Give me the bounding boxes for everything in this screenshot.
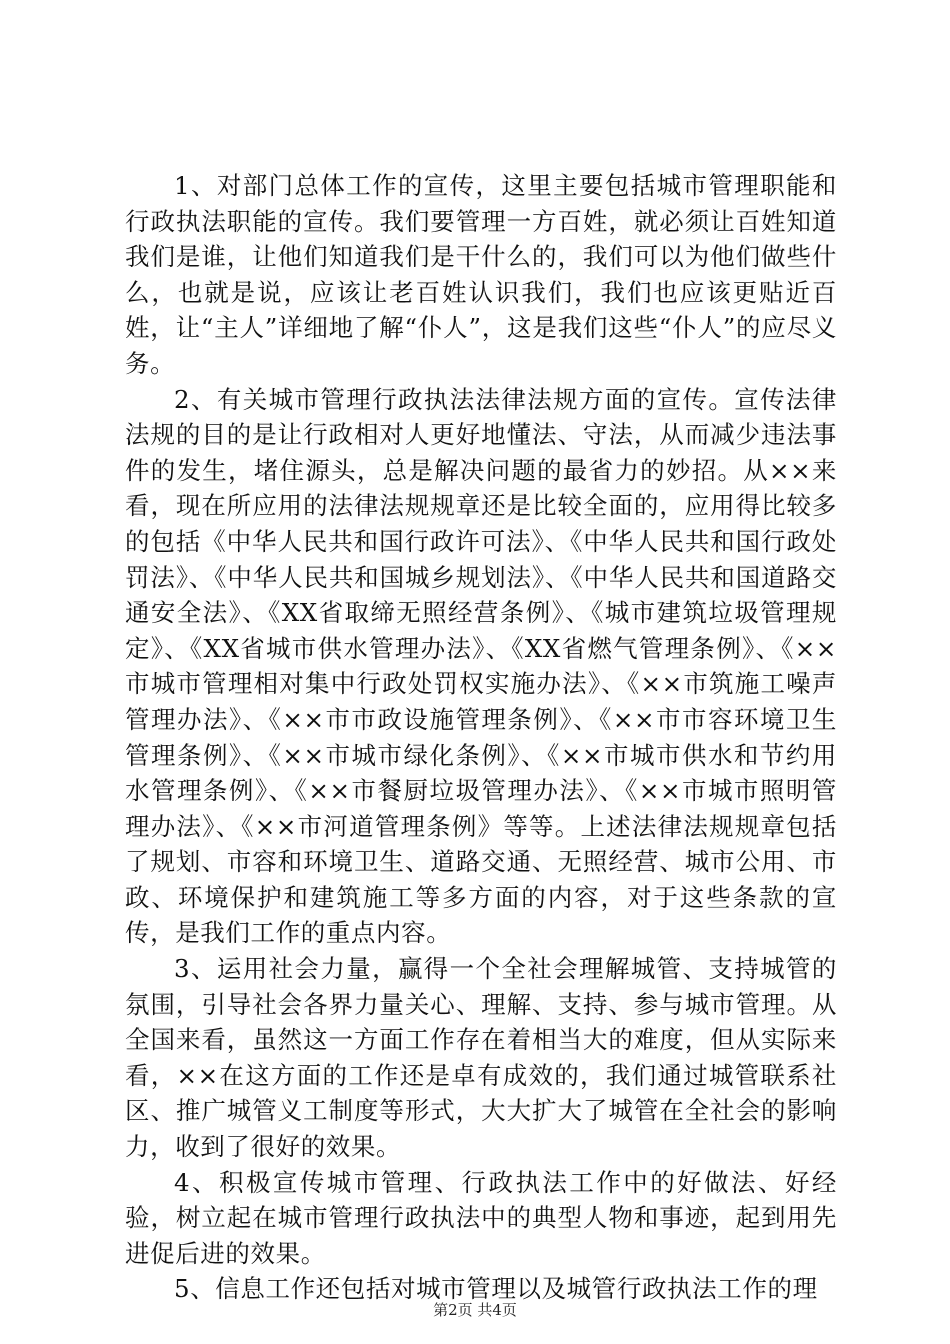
page-footer: 第2页 共4页 [433,1301,517,1319]
paragraph-2: 2、有关城市管理行政执法法律法规方面的宣传。宣传法律法规的目的是让行政相对人更好地懂法、守法，从而减少违法事件的发生，堵住源头，总是解决问题的最省力的妙招。从××来看，现在所应用的法律法规规章还是比较全面的，应用得比较多的包括《中华人民共和国行政许可法》、《中华人民共和国行政处罚法》、《中华人民共和国城乡规划法》、《中华人民共和国道路交通安全法》、《XX省取缔无照经营条例》、《城市建筑垃圾管理规定》、《XX省城市供水管理办法》、《XX省燃气管理条例》、《××市城市管理相对集中行政处罚权实施办法》、《××市筑施工噪声管理办法》、《××市市政设施管理条例》、《××市市容环境卫生管理条例》、《××市城市绿化条例》、《××市城市供水和节约用水管理条例》、《××市餐厨垃圾管理办法》、《××市城市照明管理办法》、《××市河道管理条例》等等。上述法律法规规章包括了规划、市容和环境卫生、道路交通、无照经营、城市公用、市政、环境保护和建筑施工等多方面的内容，对于这些条款的宣传，是我们工作的重点内容。 [125,384,837,948]
document-body [125,168,837,1307]
paragraph-4: 4、积极宣传城市管理、行政执法工作中的好做法、好经验，树立起在城市管理行政执法中的典型人物和事迹，起到用先进促后进的效果。 [125,1167,837,1268]
paragraph-3: 3、运用社会力量，赢得一个全社会理解城管、支持城管的氛围，引导社会各界力量关心、理解、支持、参与城市管理。从全国来看，虽然这一方面工作存在着相当大的难度，但从实际来看，××在这方面的工作还是卓有成效的，我们通过城管联系社区、推广城管义工制度等形式，大大扩大了城管在全社会的影响力，收到了很好的效果。 [125,954,837,1162]
paragraph-1: 1、对部门总体工作的宣传，这里主要包括城市管理职能和行政执法职能的宣传。我们要管理一方百姓，就必须让百姓知道我们是谁，让他们知道我们是干什么的，我们可以为他们做些什么，也就是说，应该让老百姓认识我们，我们也应该更贴近百姓，让“主人”详细地了解“仆人”，这是我们这些“仆人”的应尽义务。 [125,171,837,378]
paragraph-5: 5、信息工作还包括对城市管理以及城管行政执法工作的理 [174,1274,818,1304]
